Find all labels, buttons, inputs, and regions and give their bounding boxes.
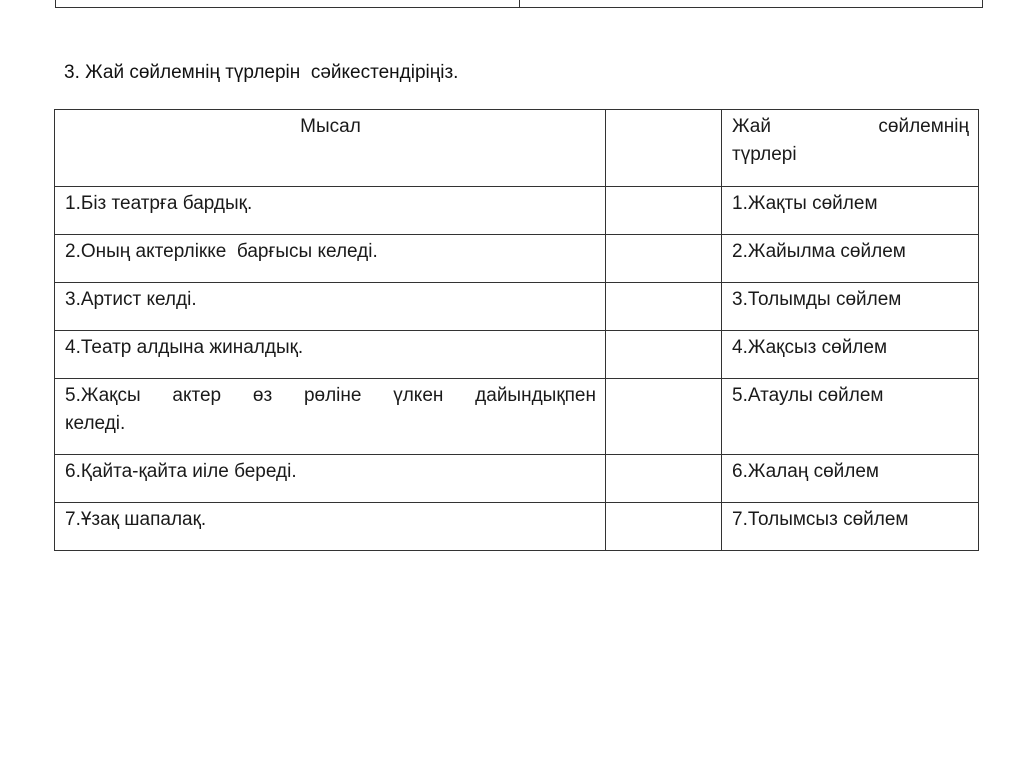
header-type-label-line2: түрлері <box>732 144 797 165</box>
matching-table <box>54 109 979 551</box>
header-example-cell <box>55 110 606 187</box>
table-row <box>55 187 979 235</box>
type-text: 2.Жайылма сөйлем <box>732 241 906 262</box>
example-cell <box>55 379 606 455</box>
example-cell <box>55 455 606 503</box>
previous-table-divider <box>519 0 520 7</box>
type-text: 1.Жақты сөйлем <box>732 193 878 214</box>
table-header-row <box>55 110 979 187</box>
example-text: 6.Қайта-қайта иіле береді. <box>65 461 297 482</box>
table-row <box>55 455 979 503</box>
example-cell <box>55 283 606 331</box>
example-text: 1.Біз театрға бардық. <box>65 193 253 214</box>
table-row <box>55 379 979 455</box>
answer-cell[interactable] <box>606 331 722 379</box>
type-cell <box>722 379 979 455</box>
example-text: 4.Театр алдына жиналдық. <box>65 337 304 358</box>
header-example-label: Мысал <box>300 116 361 137</box>
type-text: 6.Жалаң сөйлем <box>732 461 879 482</box>
previous-table-fragment <box>55 0 983 8</box>
table-row <box>55 331 979 379</box>
example-cell <box>55 503 606 551</box>
type-cell <box>722 503 979 551</box>
answer-cell[interactable] <box>606 187 722 235</box>
example-text: 7.Ұзақ шапалақ. <box>65 509 207 530</box>
table-row <box>55 283 979 331</box>
task-heading: 3. Жай сөйлемнің түрлерін сәйкестендіріңіз. <box>64 62 459 83</box>
answer-cell[interactable] <box>606 455 722 503</box>
type-cell <box>722 283 979 331</box>
example-text: 2.Оның актерлікке барғысы келеді. <box>65 241 378 262</box>
type-cell <box>722 187 979 235</box>
header-answer-cell <box>606 110 722 187</box>
type-cell <box>722 331 979 379</box>
answer-cell[interactable] <box>606 379 722 455</box>
answer-cell[interactable] <box>606 235 722 283</box>
table-row <box>55 235 979 283</box>
header-type-label-line1: Жай сөйлемнің <box>732 116 969 137</box>
type-text: 3.Толымды сөйлем <box>732 289 902 310</box>
header-type-cell <box>722 110 979 187</box>
type-text: 4.Жақсыз сөйлем <box>732 337 888 358</box>
example-text: 3.Артист келді. <box>65 289 197 310</box>
type-text: 7.Толымсыз сөйлем <box>732 509 909 530</box>
type-cell <box>722 455 979 503</box>
type-cell <box>722 235 979 283</box>
answer-cell[interactable] <box>606 283 722 331</box>
example-text-line2: келеді. <box>65 413 126 434</box>
example-text-line1: 5.Жақсы актер өз рөліне үлкен дайындықпен <box>65 385 596 406</box>
answer-cell[interactable] <box>606 503 722 551</box>
example-cell <box>55 187 606 235</box>
table-row <box>55 503 979 551</box>
example-cell <box>55 331 606 379</box>
type-text: 5.Атаулы сөйлем <box>732 385 884 406</box>
example-cell <box>55 235 606 283</box>
